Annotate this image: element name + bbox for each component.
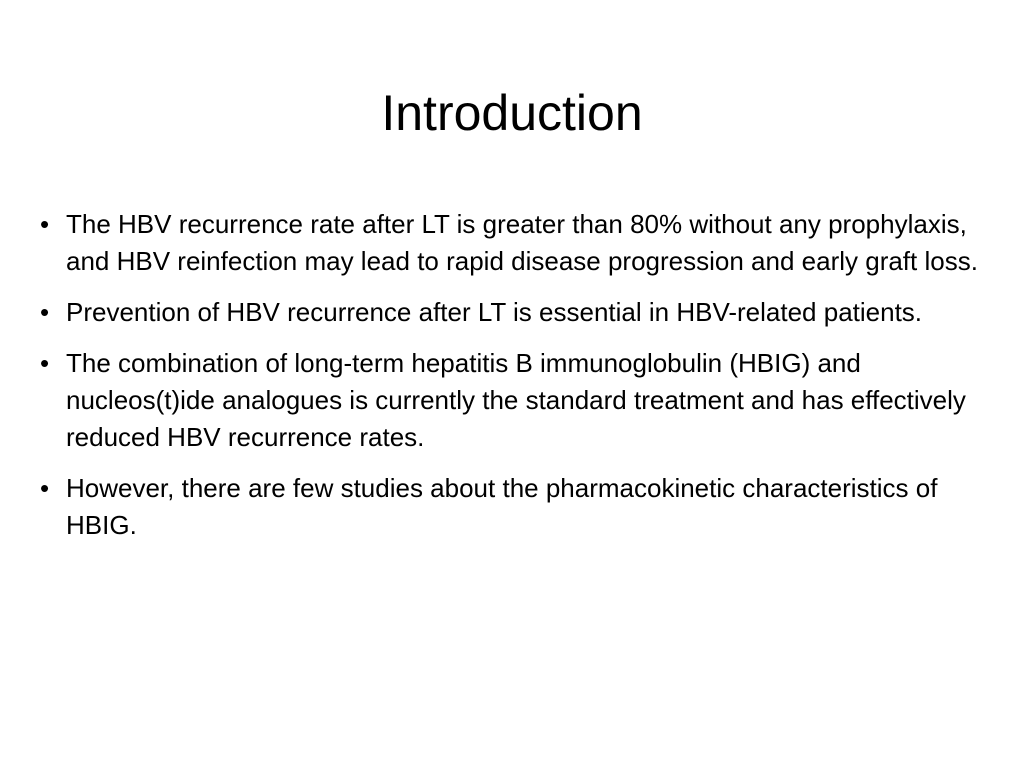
bullet-item (40, 470, 980, 544)
bullet-dot-icon: • (40, 348, 50, 378)
bullet-text: The combination of long-term hepatitis B immunoglobulin (HBIG) and nucleos(t)ide analogues is currently the standard treatment and has effectively reduced HBV recurrence rates. (66, 348, 966, 452)
bullet-item (40, 294, 980, 331)
bullet-dot-icon: • (40, 473, 50, 503)
bullet-text: The HBV recurrence rate after LT is greater than 80% without any prophylaxis, and HBV reinfection may lead to rapid disease progression and early graft loss. (66, 209, 978, 276)
bullet-text: Prevention of HBV recurrence after LT is essential in HBV-related patients. (66, 297, 923, 327)
bullet-dot-icon: • (40, 297, 50, 327)
slide-title: Introduction (381, 85, 643, 141)
bullet-dot-icon: • (40, 209, 50, 239)
bullet-item (40, 345, 980, 456)
bullet-text: However, there are few studies about the pharmacokinetic characteristics of HBIG. (66, 473, 938, 540)
bullet-list (40, 206, 980, 558)
bullet-item (40, 206, 980, 280)
